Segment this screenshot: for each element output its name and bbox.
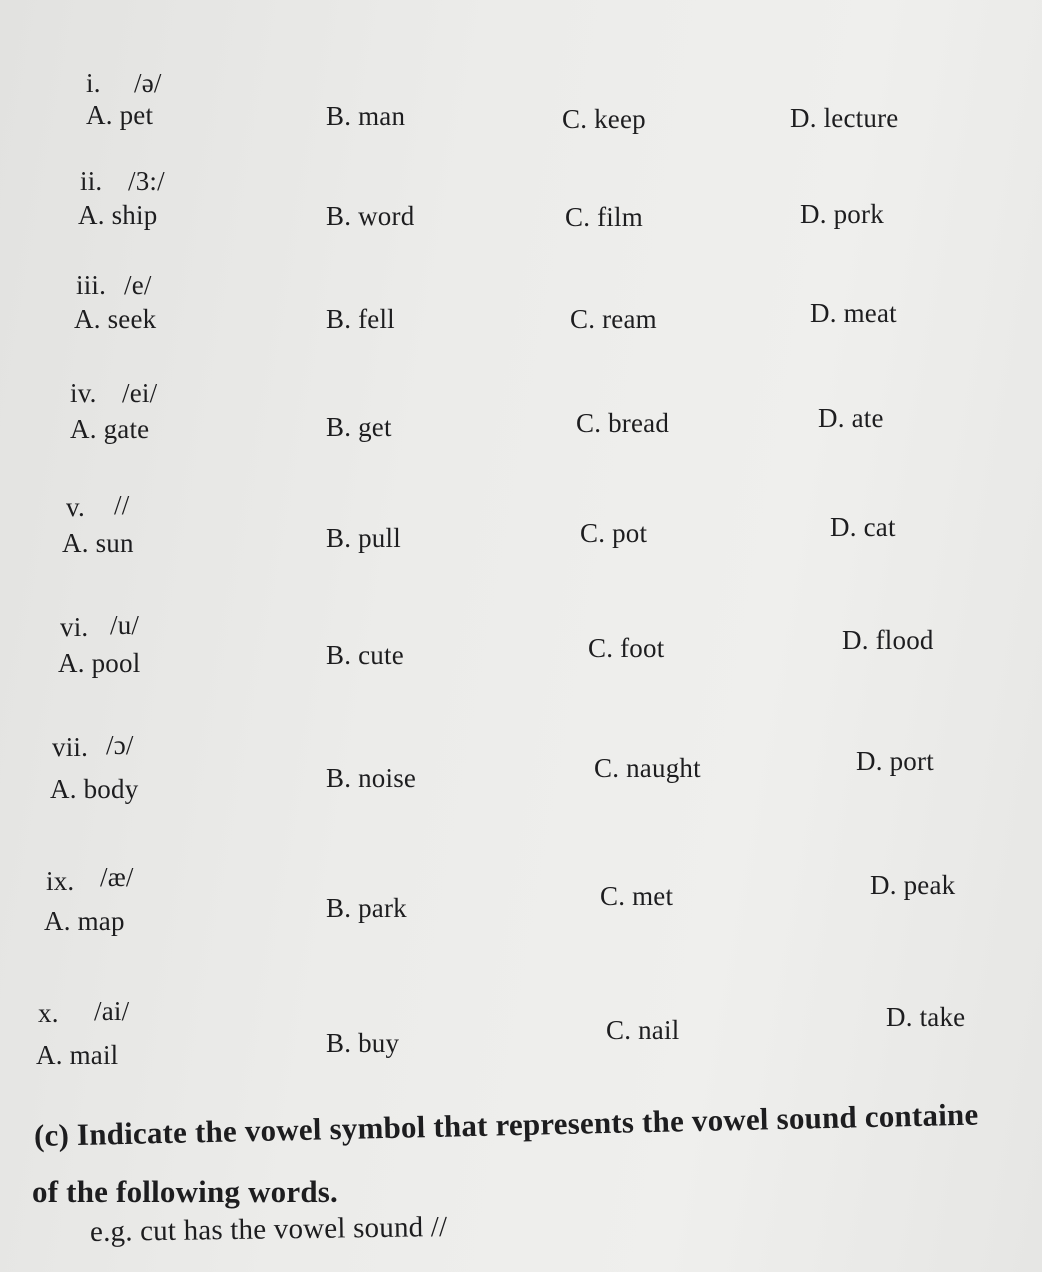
question-sound: // [114,490,130,520]
example-line: e.g. cut has the vowel sound // [89,1211,448,1248]
question-number: iii. [76,270,107,300]
option-d: D. pork [800,199,884,229]
option-b: B. man [326,101,406,131]
option-b: B. pull [326,523,401,553]
option-a: A. ship [78,200,158,230]
section-c-instruction: (c) Indicate the vowel symbol that represents the vowel sound containe [33,1096,979,1153]
option-c: C. ream [570,304,657,334]
option-d: D. ate [818,403,884,433]
option-d: D. peak [870,870,956,900]
option-c: C. met [600,881,674,911]
question-number: v. [66,492,85,522]
option-b: B. buy [326,1028,400,1058]
question-sound: /ei/ [122,378,158,408]
question-sound: /ə/ [134,68,162,98]
option-a: A. seek [74,304,157,334]
option-b: B. fell [326,304,395,334]
question-sound: /e/ [124,270,152,300]
question-sound: /3:/ [128,166,165,196]
option-c: C. film [565,202,643,232]
question-sound: /u/ [110,610,140,640]
option-a: A. pool [58,648,141,678]
option-b: B. noise [326,763,417,793]
option-d: D. take [886,1002,966,1032]
option-a: A. gate [70,414,150,444]
option-d: D. flood [842,625,934,655]
option-b: B. park [326,893,407,923]
option-b: B. get [326,412,392,442]
question-number: ii. [80,166,103,196]
question-number: ix. [46,866,75,896]
question-sound: /ɔ/ [106,730,134,760]
option-d: D. cat [830,512,896,542]
section-c-instruction-cont: of the following words. [32,1174,338,1209]
option-d: D. port [856,746,934,776]
question-number: x. [38,998,59,1028]
option-b: B. word [326,201,415,231]
option-c: C. nail [606,1015,680,1045]
option-a: A. sun [62,528,134,558]
question-sound: /æ/ [100,862,134,892]
option-c: C. bread [576,408,670,438]
option-c: C. pot [580,518,648,548]
option-a: A. mail [36,1040,119,1070]
option-c: C. naught [594,753,701,783]
option-a: A. body [50,774,139,804]
option-a: A. pet [86,100,154,130]
option-a: A. map [44,906,125,936]
question-number: vii. [52,732,89,762]
option-b: B. cute [326,640,404,670]
option-d: D. lecture [790,103,899,133]
question-number: iv. [70,378,97,408]
question-number: vi. [60,612,89,642]
question-number: i. [86,68,101,98]
option-c: C. foot [588,633,665,663]
option-d: D. meat [810,298,897,328]
question-sound: /ai/ [94,996,130,1026]
option-c: C. keep [562,104,646,134]
